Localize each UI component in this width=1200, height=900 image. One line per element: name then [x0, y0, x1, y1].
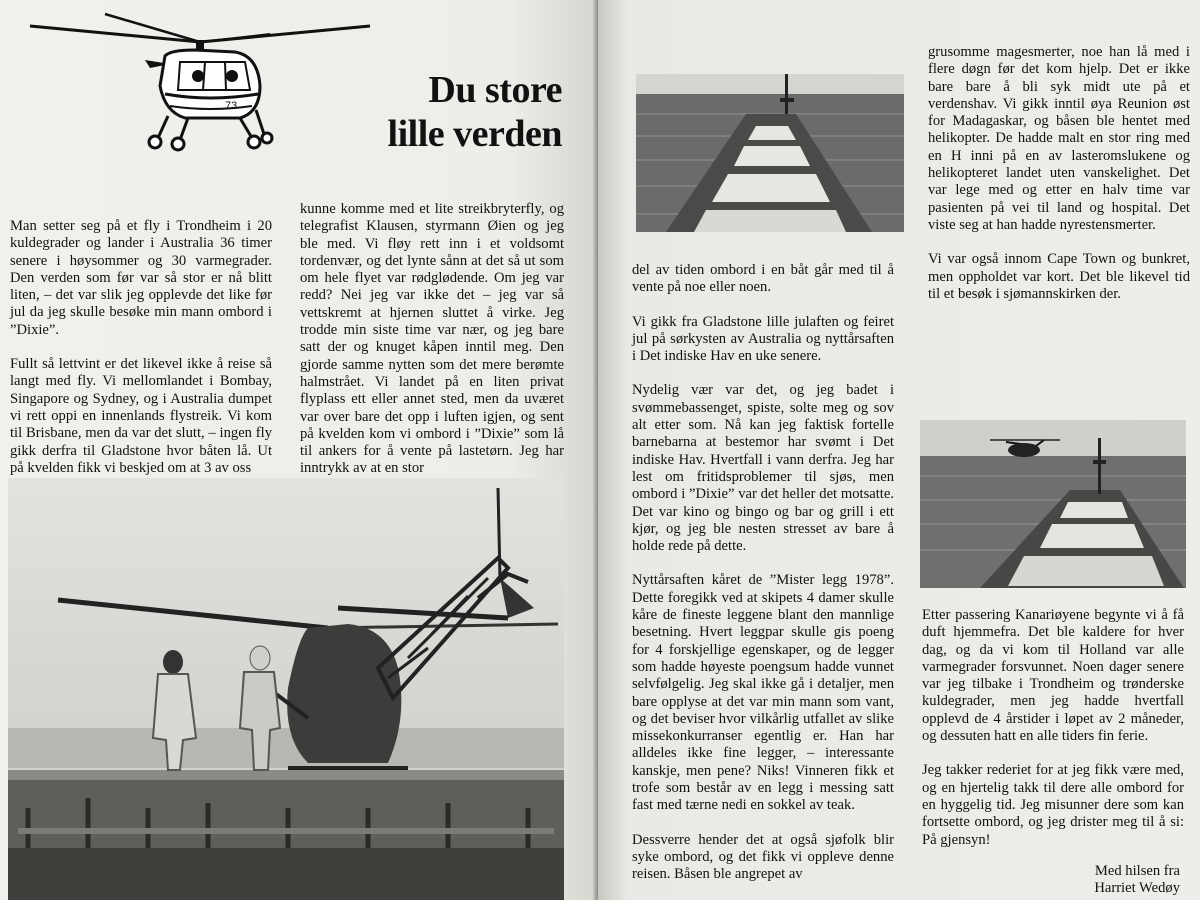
tanker-helicopter-photo [920, 420, 1186, 588]
signoff [980, 863, 1180, 898]
left-page [0, 0, 598, 900]
helicopter-illustration [20, 6, 380, 156]
paragraph: Man setter seg på et fly i Trondheim i 20 kuldegrader og lander i Australia 36 timer senere i høysommer og 30 varmegrader. Den verden som før var så stor er nå blitt liten, – det var slik jeg opplevde det like før jul da jeg skulle besøke min mann ombord i ”Dixie”. [10, 218, 272, 338]
right-page [598, 0, 1200, 900]
signoff-greeting: Med hilsen fra [1094, 863, 1180, 879]
tanker-deck-photo [636, 74, 904, 232]
paragraph: del av tiden ombord i en båt går med til å vente på noe eller noen. [632, 262, 894, 296]
right-column-2-top [928, 44, 1190, 303]
right-column-2-bottom [922, 607, 1184, 849]
article-headline [388, 68, 562, 156]
deck-helicopter-photo [8, 478, 564, 900]
paragraph: kunne komme med et lite streikbryterfly, og telegrafist Klausen, styrmann Øien og jeg ble med. Vi fløy rett inn i et voldsomt tordenvær, og det lynte sånn at det så ut som om hele flyet var rødglødende. Om jeg var redd? Nei jeg var ikke det – jeg var så vettskremt at hjernen sluttet å virke. Jeg trodde min siste time var nær, og jeg bare satt der og knuget kåpen inntil meg. Den gjorde samme nytten som det mere berømte halmstrået. Vi landet på en liten privat flyplass ett eller annet sted, men da uværet var over bare det opp i luften igjen, og sent på kvelden kom vi ombord i ”Dixie” som lå til ankers for å vente på lastetørn. Jeg har inntrykk av at en stor [300, 201, 564, 477]
right-column-1 [632, 262, 894, 884]
paragraph: Dessverre hender det at også sjøfolk blir syke ombord, og det fikk vi oppleve denne reisen. Båsen ble angrepet av [632, 831, 894, 883]
tail-number-text: 73 [225, 100, 238, 112]
signoff-author: Harriet Wedøy [1094, 880, 1180, 897]
paragraph: Etter passering Kanariøyene begynte vi å få duft hjemmefra. Det ble kaldere for hver dag, og da vi kom til Holland var alle varmegrader forsvunnet. Noen dager senere var jeg tilbake i Trondheim og trønderske kuldegrader, men jeg hadde hvertfall opplevd de 4 årstider i løpet av 2 måneder, og dessuten hatt en alle tiders fin ferie. [922, 607, 1184, 745]
paragraph: Nyttårsaften kåret de ”Mister legg 1978”. Dette foregikk ved at skipets 4 damer skulle kåre de fineste leggene blant den mannlige besetning. Hvert leggpar skulle gis poeng for 4 forskjellige egenskaper, og de legger som hadde høyeste poengsum hadde vunnet selvfølgelig. Jeg skal ikke gå i detaljer, men bare opplyse at det var min mann som vant, og det beviser hvor vilkårlig utfallet av slike missekonkurranser egentlig er. Han har alldeles ikke fine legger, – interessante kanskje, men pene? Niks! Vinneren fikk et trofe som består av en legg i messing satt fast med tærne nedi en sokkel av teak. [632, 572, 894, 814]
paragraph: Vi var også innom Cape Town og bunkret, men oppholdet var kort. Det ble likevel tid til et besøk i sjømannskirken der. [928, 251, 1190, 302]
paragraph: Jeg takker rederiet for at jeg fikk være med, og en hjertelig takk til dere alle ombord for en hyggelig tid. Jeg misunner dere som kan fortsette ombord, og jeg drister meg til å si: På gjensyn! [922, 762, 1184, 848]
left-column-1 [10, 218, 272, 477]
paragraph: Fullt så lettvint er det likevel ikke å reise så langt med fly. Vi mellomlandet i Bombay, Singapore og Sydney, og i Australia dumpet vi rett oppi en innenlands flystreik. Vi kom til Brisbane, men da var det slutt, – ingen fly gikk derfra til Gladstone hvor båten lå. Ut på kvelden fikk vi beskjed om at 3 av oss [10, 356, 272, 476]
paragraph: Nydelig vær var det, og jeg badet i svømmebassenget, spiste, solte meg og sov alt etter som. Nå kan jeg faktisk fortelle barnebarna at bestemor har svømt i Det indiske Hav. Hvertfall i vann derfra. Jeg har lest om fritidsproblemer til sjøs, men ombord i ”Dixie” var det heller det motsatte. Det var kino og bingo og bar og grill i ett kjør, og jeg ble nesten stresset av bare å holde rede på dette. [632, 382, 894, 555]
paragraph: grusomme magesmerter, noe han lå med i flere døgn før det kom hjelp. Det er ikke bare bare å bli syk midt ute på et verdenshav. Vi gikk inntil øya Reunion øst for Madagaskar, og båsen ble hentet med helikopter. De hadde malt en stor ring med en H inni på en av lasteromslukene og helikopteret landet uten vanskelighet. Det var lege med og etter en halv time var pasienten på vei til land og hospital. Det viste seg at han hadde nyrestensmerter. [928, 44, 1190, 233]
left-column-2 [300, 201, 564, 478]
headline-line-2: lille verden [387, 113, 562, 155]
headline-line-1: Du store [428, 69, 562, 111]
paragraph: Vi gikk fra Gladstone lille julaften og feiret jul på sørkysten av Australia og nyttårsaften i Det indiske Hav en uke senere. [632, 313, 894, 365]
